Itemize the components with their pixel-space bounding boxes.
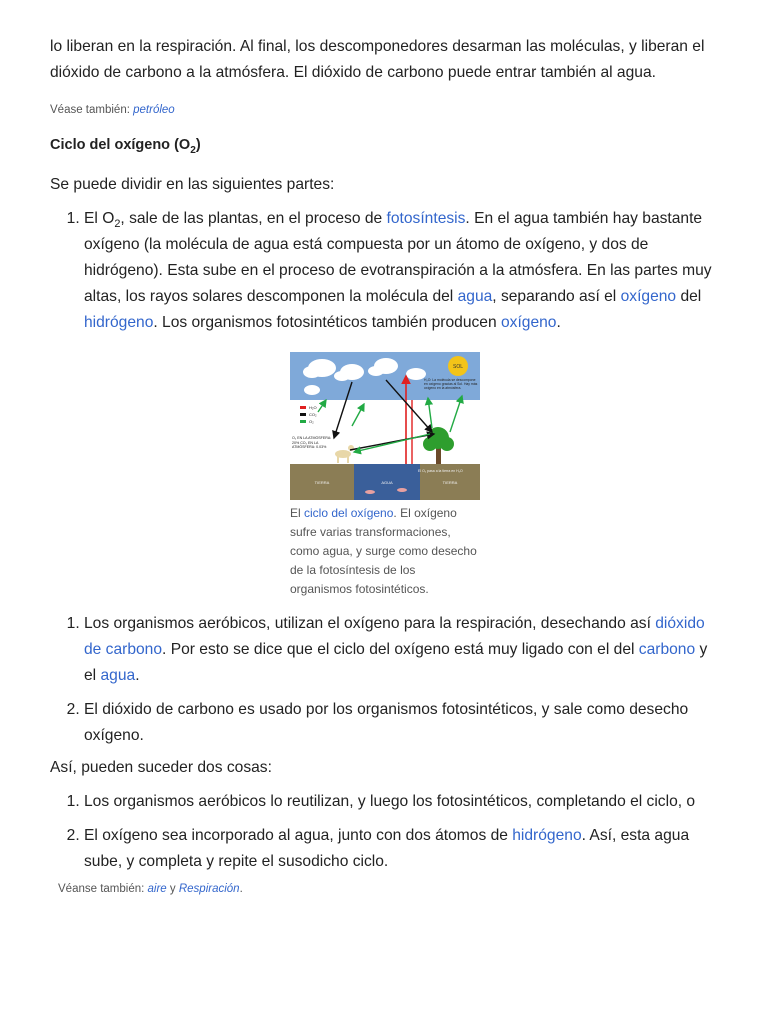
text: y el bbox=[84, 641, 708, 684]
water-label: AGUA bbox=[381, 480, 393, 485]
list-item: 2. El dióxido de carbono es usado por los organismos fotosintéticos, y sale como desecho oxígeno. bbox=[84, 697, 720, 749]
ground-top-label: El O₂ pasa a la tierra en H₂O bbox=[418, 469, 463, 473]
text: El bbox=[290, 506, 305, 520]
section-title-text: Ciclo del oxígeno (O bbox=[50, 137, 191, 153]
oxygen-cycle-diagram[interactable] bbox=[290, 352, 480, 500]
ground-label-left: TIERRA bbox=[314, 480, 330, 485]
steps-list-3 bbox=[50, 789, 720, 875]
legend-o2: O₂ bbox=[309, 419, 314, 424]
list-item bbox=[84, 823, 720, 875]
link-fotosintesis[interactable]: fotosíntesis bbox=[386, 210, 466, 227]
text: . bbox=[135, 667, 140, 684]
separator: y bbox=[166, 883, 179, 895]
figure-caption bbox=[290, 504, 480, 599]
text: Los organismos aeróbicos, utilizan el oxígeno para la respiración, desechando así bbox=[84, 615, 656, 632]
steps-list-2 bbox=[50, 611, 720, 749]
text: . bbox=[239, 883, 243, 895]
text: El O bbox=[84, 210, 115, 227]
link-agua[interactable]: agua bbox=[457, 288, 493, 305]
note-left: O₂ EN LA ATMÓSFERA: 20% CO₂ EN LA ATMÓSFERA: 0.03% bbox=[292, 436, 332, 449]
oxygen-cycle-figure bbox=[290, 352, 480, 599]
see-also-label: Véanse también: bbox=[58, 883, 145, 895]
note-right: H₂O: La molécula se descompone en oxígeno gracias al Sol. Hay más oxígeno en la atmósfera. bbox=[424, 378, 478, 390]
see-also-petroleo bbox=[50, 102, 720, 118]
section-title-end: ) bbox=[195, 137, 201, 153]
link-hidrogeno-2[interactable]: hidrógeno bbox=[512, 827, 582, 844]
text: del bbox=[676, 288, 702, 305]
link-petroleo[interactable]: petróleo bbox=[133, 104, 175, 116]
intro-paragraph: lo liberan en la respiración. Al final, los descomponedores desarman las moléculas, y liberan el dióxido de carbono a la atmósfera. El dióxido de carbono puede entrar también al agua. bbox=[50, 38, 705, 81]
link-agua-2[interactable]: agua bbox=[100, 667, 136, 684]
legend-co2: CO₂ bbox=[309, 412, 317, 417]
list-item: 1. Los organismos aeróbicos lo reutilizan, y luego los fotosintéticos, completando el ciclo, o bbox=[84, 789, 720, 815]
text: . Por esto se dice que el ciclo del oxígeno está muy ligado con el del bbox=[162, 641, 639, 658]
text: , separando así el bbox=[492, 288, 621, 305]
text: , sale de las plantas, en el proceso de bbox=[120, 210, 387, 227]
sun-label: SOL bbox=[452, 364, 464, 370]
see-also-aire-respiracion bbox=[50, 881, 720, 897]
text: . Así, esta agua sube, y completa y repite el susodicho ciclo. bbox=[84, 827, 690, 870]
see-also-label: Véase también: bbox=[50, 104, 130, 116]
list-item bbox=[84, 206, 720, 336]
lead-paragraph-2: Así, pueden suceder dos cosas: bbox=[50, 759, 272, 776]
link-oxigeno[interactable]: oxígeno bbox=[620, 288, 677, 305]
section-title bbox=[50, 135, 720, 155]
link-dioxido-de-carbono[interactable]: dióxido de carbono bbox=[84, 615, 705, 658]
text: . Los organismos fotosintéticos también producen bbox=[153, 314, 501, 331]
lead-paragraph: Se puede dividir en las siguientes partes: bbox=[50, 176, 335, 193]
link-respiracion[interactable]: Respiración bbox=[178, 883, 240, 895]
link-oxigeno-2[interactable]: oxígeno bbox=[500, 314, 557, 331]
subscript: 2 bbox=[114, 218, 121, 231]
ground-label-right: TIERRA bbox=[442, 480, 458, 485]
article-content bbox=[50, 34, 720, 897]
link-ciclo-del-oxigeno[interactable]: ciclo del oxígeno bbox=[304, 506, 394, 520]
text: . bbox=[556, 314, 561, 331]
section-title-sub: 2 bbox=[190, 144, 196, 156]
link-hidrogeno[interactable]: hidrógeno bbox=[84, 314, 154, 331]
steps-list-1 bbox=[50, 206, 720, 336]
link-carbono[interactable]: carbono bbox=[638, 641, 696, 658]
text: . En el agua también hay bastante oxígeno (la molécula de agua está compuesta por un átomo de oxígeno, y dos de hidrógeno). Esta sube en el proceso de evotranspiración a la atmósfera. En las partes muy altas, los rayos solares descomponen la molécula del bbox=[84, 210, 712, 305]
text: . El oxígeno sufre varias transformaciones, como agua, y surge como desecho de la fotosíntesis de los organismos fotosintéticos. bbox=[290, 506, 477, 596]
text: El oxígeno sea incorporado al agua, junto con dos átomos de bbox=[84, 827, 513, 844]
list-item bbox=[84, 611, 720, 689]
legend-h2o: H₂O bbox=[309, 405, 317, 410]
link-aire[interactable]: aire bbox=[147, 883, 167, 895]
